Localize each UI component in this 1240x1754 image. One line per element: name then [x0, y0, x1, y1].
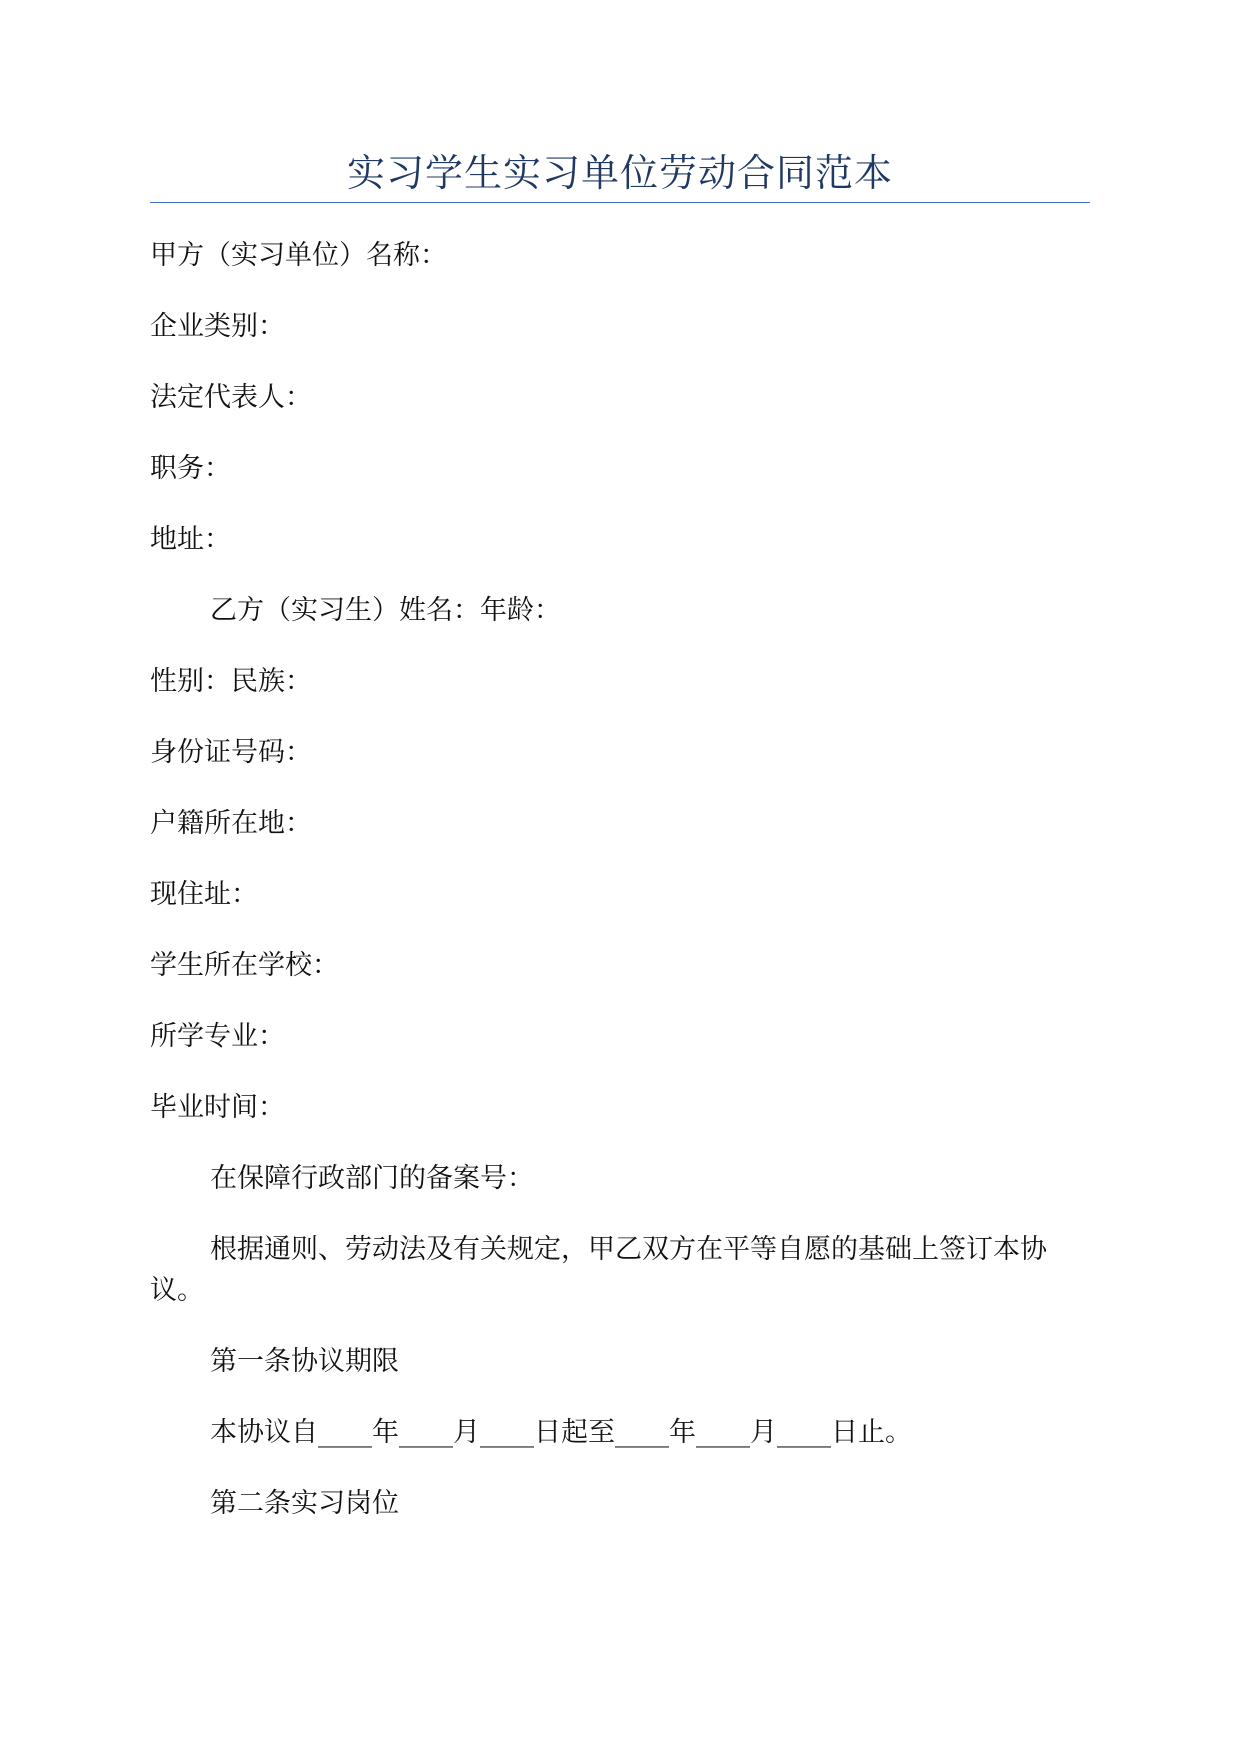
graduation-date-field: 毕业时间： [150, 1092, 285, 1123]
agreement-basis-paragraph: 根据通则、劳动法及有关规定，甲乙双方在平等自愿的基础上签订本协议。 [150, 1234, 1047, 1306]
legal-representative-field: 法定代表人： [150, 382, 312, 413]
filing-number-field: 在保障行政部门的备案号： [210, 1163, 534, 1194]
title-underline [150, 202, 1090, 203]
address-field: 地址： [150, 524, 231, 555]
id-number-field: 身份证号码： [150, 737, 312, 768]
document-title: 实习学生实习单位劳动合同范本 [346, 151, 893, 195]
party-b-name-age-field: 乙方（实习生）姓名：年龄： [210, 595, 561, 626]
position-field: 职务： [150, 453, 231, 484]
school-field: 学生所在学校： [150, 950, 339, 981]
gender-ethnicity-field: 性别：民族： [150, 666, 312, 697]
agreement-term-paragraph: 本协议自____年____月____日起至____年____月____日止。 [210, 1417, 912, 1448]
document-body [150, 235, 1090, 1554]
household-registration-field: 户籍所在地： [150, 808, 312, 839]
current-address-field: 现住址： [150, 879, 258, 910]
company-category-field: 企业类别： [150, 311, 285, 342]
article-one-heading: 第一条协议期限 [210, 1346, 399, 1377]
major-field: 所学专业： [150, 1021, 285, 1052]
party-a-name-field: 甲方（实习单位）名称： [150, 240, 447, 271]
article-two-heading: 第二条实习岗位 [210, 1488, 399, 1519]
